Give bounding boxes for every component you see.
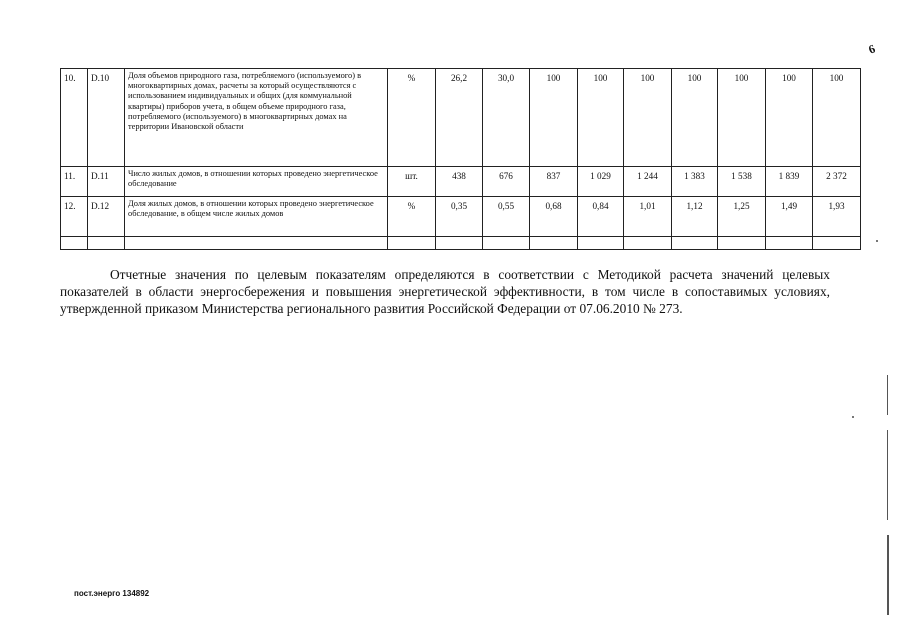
- value-cell: 30,0: [483, 69, 530, 167]
- value-cell: 1 029: [578, 167, 624, 197]
- row-code: D.12: [88, 197, 125, 237]
- row-code: D.11: [88, 167, 125, 197]
- value-cell: 0,55: [483, 197, 530, 237]
- value-cell: 26,2: [436, 69, 483, 167]
- row-description: Число жилых домов, в отношении которых проведено энергетическое обследование: [125, 167, 388, 197]
- table-row: [61, 197, 861, 237]
- value-cell: 1 244: [624, 167, 672, 197]
- value-cell: 100: [718, 69, 766, 167]
- row-unit: шт.: [388, 167, 436, 197]
- row-description: Доля жилых домов, в отношении которых проведено энергетическое обследование, в общем числе жилых домов: [125, 197, 388, 237]
- scan-edge-line: [887, 535, 889, 615]
- footer-document-code: пост.энерго 134892: [74, 589, 150, 598]
- value-cell: 0,84: [578, 197, 624, 237]
- empty-cell: [718, 237, 766, 250]
- scan-dot: [852, 416, 854, 418]
- value-cell: 100: [672, 69, 718, 167]
- value-cell: 100: [766, 69, 813, 167]
- value-cell: 438: [436, 167, 483, 197]
- methodology-paragraph: [60, 266, 830, 318]
- value-cell: 0,35: [436, 197, 483, 237]
- row-description: Доля объемов природного газа, потребляемого (используемого) в многоквартирных домах, расчеты за который осуществляются с использованием индивидуальных и общих (для коммунальной квартиры) приборов учета, в общем объеме природного газа, потребляемого (используемого) в многоквартирных домах на территории Ивановской области: [125, 69, 388, 167]
- empty-cell: [88, 237, 125, 250]
- row-index: 11.: [61, 167, 88, 197]
- value-cell: 100: [530, 69, 578, 167]
- scan-corner-mark: 6: [866, 41, 878, 57]
- empty-cell: [436, 237, 483, 250]
- value-cell: 2 372: [813, 167, 861, 197]
- empty-cell: [672, 237, 718, 250]
- indicators-table: [60, 68, 861, 250]
- value-cell: 100: [624, 69, 672, 167]
- row-code: D.10: [88, 69, 125, 167]
- scan-dot: [876, 240, 878, 242]
- empty-cell: [530, 237, 578, 250]
- value-cell: 100: [578, 69, 624, 167]
- empty-table-row: [61, 237, 861, 250]
- table-row: [61, 69, 861, 167]
- value-cell: 1,12: [672, 197, 718, 237]
- value-cell: 1,01: [624, 197, 672, 237]
- paragraph-text: Отчетные значения по целевым показателям определяются в соответствии с Методикой расчета значений целевых показателей в области энергосбережения и повышения энергетической эффективности, в том числе в сопоставимых условиях, утвержденной приказом Министерства регионального развития Российской Федерации от 07.06.2010 № 273.: [60, 267, 830, 317]
- empty-cell: [483, 237, 530, 250]
- empty-cell: [125, 237, 388, 250]
- row-unit: %: [388, 69, 436, 167]
- value-cell: 1 538: [718, 167, 766, 197]
- empty-cell: [388, 237, 436, 250]
- empty-cell: [766, 237, 813, 250]
- value-cell: 100: [813, 69, 861, 167]
- scan-edge-line: [887, 430, 888, 520]
- value-cell: 0,68: [530, 197, 578, 237]
- empty-cell: [61, 237, 88, 250]
- value-cell: 1,25: [718, 197, 766, 237]
- row-unit: %: [388, 197, 436, 237]
- empty-cell: [624, 237, 672, 250]
- value-cell: 1 839: [766, 167, 813, 197]
- table-row: [61, 167, 861, 197]
- scan-edge-line: [887, 375, 888, 415]
- value-cell: 1 383: [672, 167, 718, 197]
- value-cell: 1,93: [813, 197, 861, 237]
- value-cell: 1,49: [766, 197, 813, 237]
- row-index: 12.: [61, 197, 88, 237]
- value-cell: 676: [483, 167, 530, 197]
- value-cell: 837: [530, 167, 578, 197]
- empty-cell: [813, 237, 861, 250]
- row-index: 10.: [61, 69, 88, 167]
- empty-cell: [578, 237, 624, 250]
